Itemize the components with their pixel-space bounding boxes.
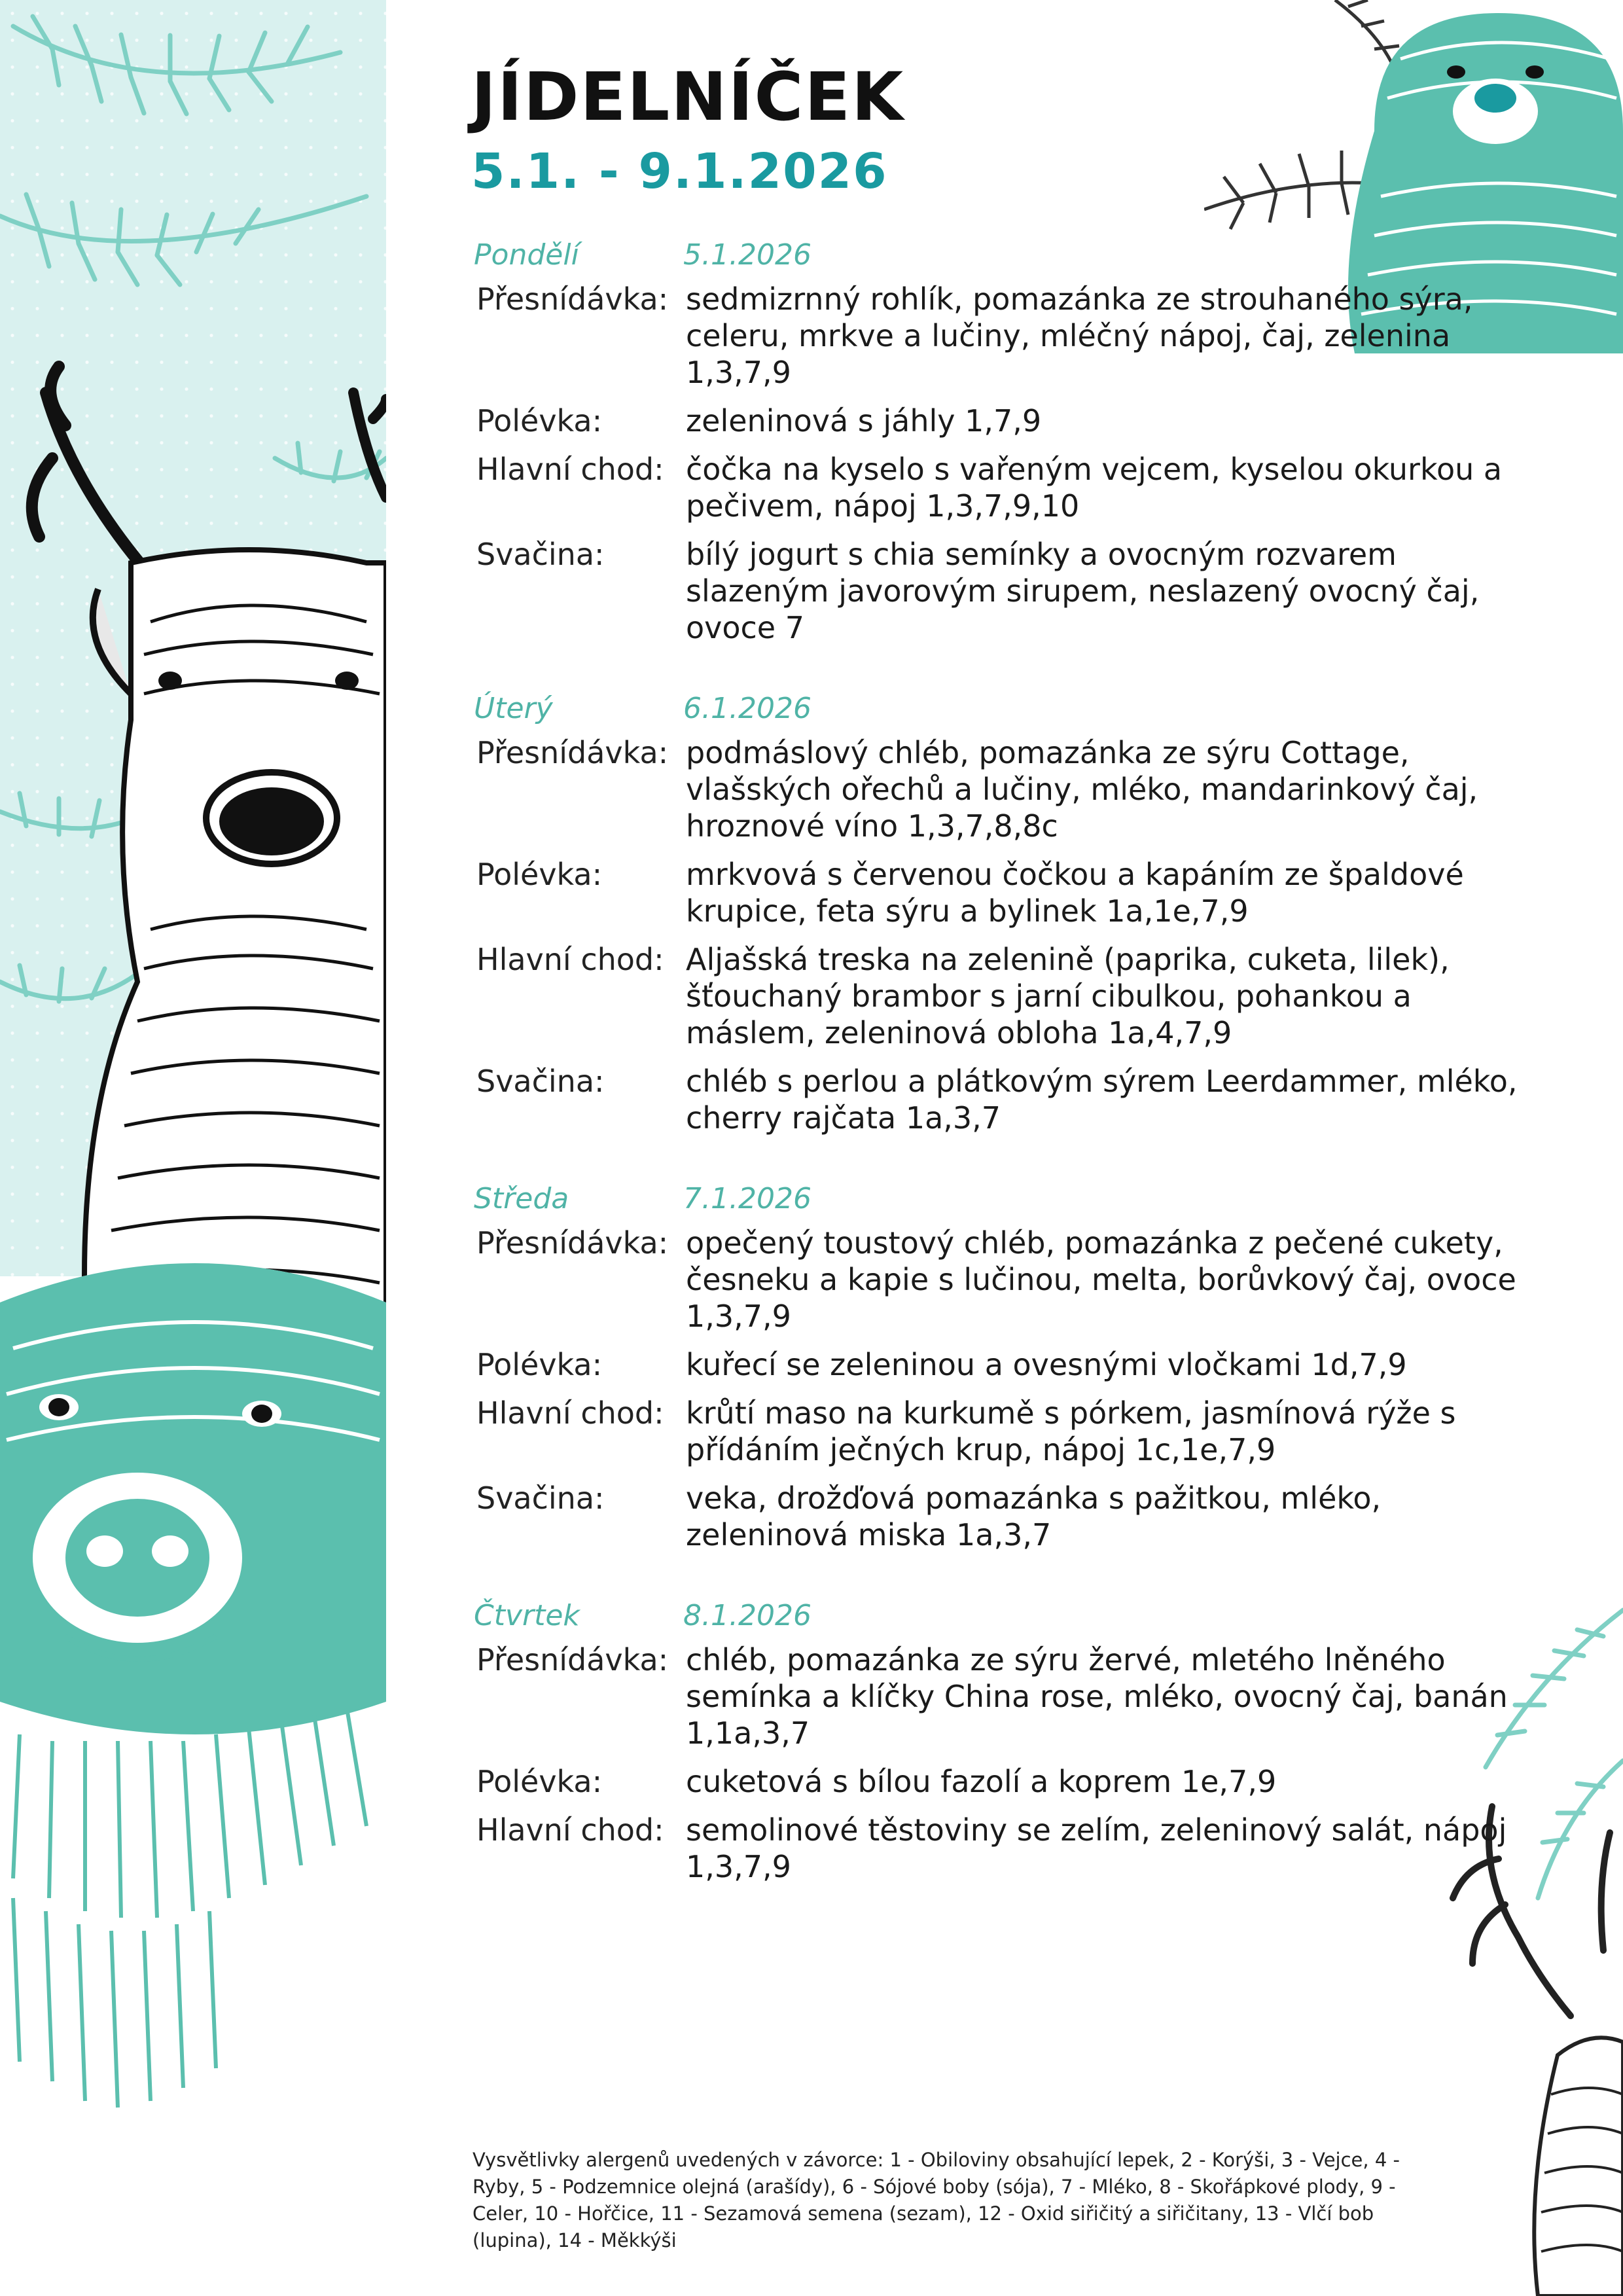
meal-label: Svačina: <box>476 1480 605 1516</box>
meal-text: mrkvová s červenou čočkou a kapáním ze špaldové krupice, feta sýru a bylinek 1a,1e,7,9 <box>686 856 1464 929</box>
meal-row <box>471 1225 1544 1335</box>
meal-text: Aljašská treska na zelenině (paprika, cuketa, lilek), šťouchaný brambor s jarní cibulkou, pohankou a máslem, zeleninová obloha 1a,4,7,9 <box>686 941 1450 1050</box>
meal-text: cuketová s bílou fazolí a koprem 1e,7,9 <box>686 1763 1277 1799</box>
meal-label: Přesnídávka: <box>476 1225 669 1261</box>
left-illustration-panel <box>0 0 386 2296</box>
meal-text: bílý jogurt s chia semínky a ovocným rozvarem slazeným javorovým sirupem, neslazený ovocný čaj, ovoce 7 <box>686 536 1480 645</box>
meal-row <box>471 403 1544 439</box>
meal-label: Polévka: <box>476 1346 603 1382</box>
day-header <box>471 1182 1544 1215</box>
allergen-legend: Vysvětlivky alergenů uvedených v závorce: 1 - Obiloviny obsahující lepek, 2 - Korýši, 3 - Vejce, 4 - Ryby, 5 - Podzemnice olejná (arašídy), 6 - Sójové boby (sója), 7 - Mléko, 8 - Skořápkové plody, 9 - Celer, 10 - Hořčice, 11 - Sezamová semena (sezam), 12 - Oxid siřičitý a siřičitany, 13 - Vlčí bob (lupina), 14 - Měkkýši <box>473 2149 1400 2251</box>
days-list <box>471 238 1544 1885</box>
meal-label: Přesnídávka: <box>476 281 669 317</box>
day-tuesday <box>471 692 1544 1136</box>
meal-text: podmáslový chléb, pomazánka ze sýru Cottage, vlašských ořechů a lučiny, mléko, mandarinkový čaj, hroznové víno 1,3,7,8,8c <box>686 734 1478 844</box>
meal-row <box>471 451 1544 524</box>
meal-label: Hlavní chod: <box>476 941 664 977</box>
day-name: Úterý <box>474 691 553 725</box>
meal-row <box>471 536 1544 646</box>
meal-text: čočka na kyselo s vařeným vejcem, kyselou okurkou a pečivem, nápoj 1,3,7,9,10 <box>686 451 1503 524</box>
meal-label: Hlavní chod: <box>476 451 664 487</box>
meal-row <box>471 734 1544 844</box>
day-header <box>471 1599 1544 1632</box>
meal-row <box>471 1346 1544 1383</box>
meal-row <box>471 856 1544 929</box>
meal-row <box>471 1641 1544 1751</box>
meal-text: semolinové těstoviny se zelím, zeleninový salát, nápoj 1,3,7,9 <box>686 1812 1507 1884</box>
date-range: 5.1. - 9.1.2026 <box>471 143 888 200</box>
page-title: JÍDELNÍČEK <box>471 58 905 136</box>
meal-text: opečený toustový chléb, pomazánka z pečené cukety, česneku a kapie s lučinou, melta, borůvkový čaj, ovoce 1,3,7,9 <box>686 1225 1516 1334</box>
meal-label: Hlavní chod: <box>476 1395 664 1431</box>
meal-row <box>471 1480 1544 1553</box>
meal-label: Polévka: <box>476 403 603 439</box>
day-date: 7.1.2026 <box>683 1181 812 1215</box>
day-date: 8.1.2026 <box>683 1598 812 1632</box>
day-header <box>471 692 1544 725</box>
meal-label: Hlavní chod: <box>476 1812 664 1848</box>
meal-text: krůtí maso na kurkumě s pórkem, jasmínová rýže s přídáním ječných krup, nápoj 1c,1e,7,9 <box>686 1395 1456 1467</box>
meal-text: kuřecí se zeleninou a ovesnými vločkami 1d,7,9 <box>686 1346 1407 1382</box>
day-name: Pondělí <box>474 238 579 272</box>
day-date: 5.1.2026 <box>683 238 812 272</box>
meal-label: Svačina: <box>476 1063 605 1099</box>
meal-label: Polévka: <box>476 1763 603 1799</box>
meal-text: chléb, pomazánka ze sýru žervé, mletého lněného semínka a klíčky China rose, mléko, ovocný čaj, banán 1,1a,3,7 <box>686 1641 1508 1751</box>
meal-row <box>471 281 1544 391</box>
meal-row <box>471 1063 1544 1136</box>
meal-text: chléb s perlou a plátkovým sýrem Leerdammer, mléko, cherry rajčata 1a,3,7 <box>686 1063 1518 1136</box>
meal-text: veka, drožďová pomazánka s pažitkou, mléko, zeleninová miska 1a,3,7 <box>686 1480 1382 1552</box>
day-thursday <box>471 1599 1544 1885</box>
meal-row <box>471 1763 1544 1800</box>
meal-row <box>471 1395 1544 1468</box>
day-header <box>471 238 1544 272</box>
forest-animals-illustration <box>0 0 386 2296</box>
day-date: 6.1.2026 <box>683 691 812 725</box>
bear-icon <box>0 1263 386 2296</box>
meal-label: Svačina: <box>476 536 605 572</box>
meal-text: sedmizrnný rohlík, pomazánka ze strouhaného sýra, celeru, mrkve a lučiny, mléčný nápoj, čaj, zelenina 1,3,7,9 <box>686 281 1473 390</box>
meal-row <box>471 1812 1544 1885</box>
day-name: Čtvrtek <box>474 1598 580 1632</box>
day-wednesday <box>471 1182 1544 1553</box>
meal-label: Přesnídávka: <box>476 734 669 770</box>
meal-label: Přesnídávka: <box>476 1641 669 1677</box>
meal-text: zeleninová s jáhly 1,7,9 <box>686 403 1042 439</box>
menu-content <box>471 58 1544 1931</box>
day-monday <box>471 238 1544 646</box>
day-name: Středa <box>474 1181 569 1215</box>
meal-row <box>471 941 1544 1051</box>
meal-label: Polévka: <box>476 856 603 892</box>
deer-icon <box>32 367 386 1316</box>
